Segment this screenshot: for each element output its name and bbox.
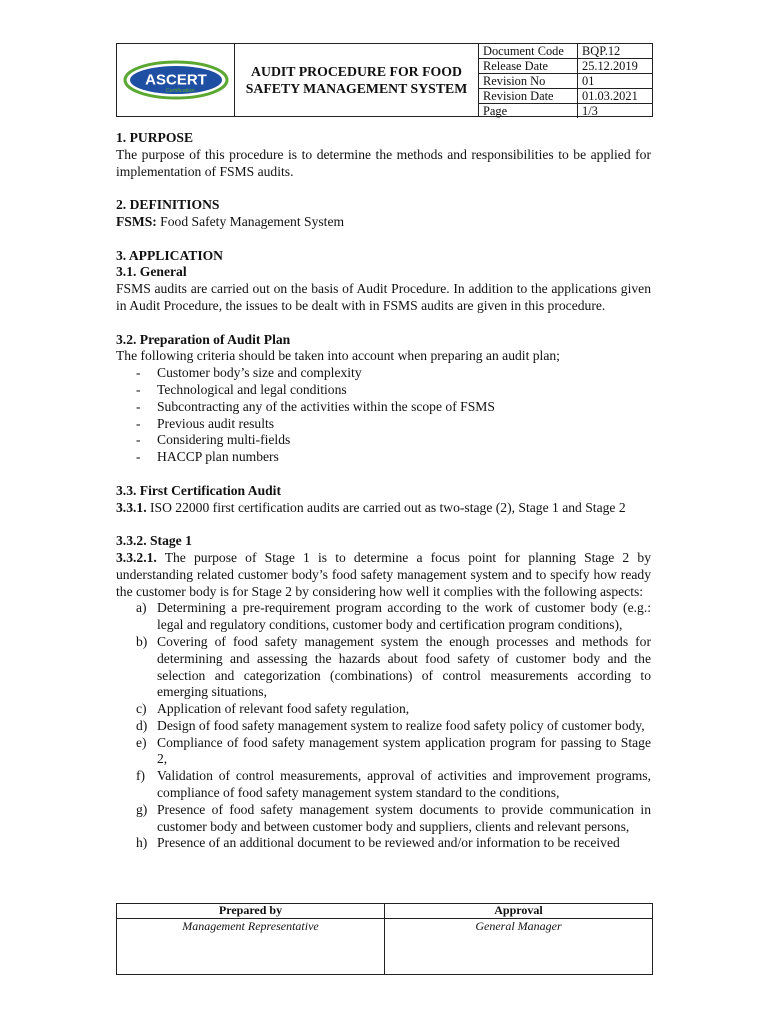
clause-number: 3.3.1. — [116, 499, 147, 515]
meta-value: 1/3 — [578, 104, 653, 119]
list-item: - Subcontracting any of the activities within the scope of FSMS — [136, 399, 651, 416]
audit-plan-heading: 3.2. Preparation of Audit Plan — [116, 331, 291, 347]
title-line-2: SAFETY MANAGEMENT SYSTEM — [245, 81, 468, 96]
approval-cell — [384, 904, 652, 974]
meta-label: Revision Date — [479, 89, 578, 104]
first-audit-heading: 3.3. First Certification Audit — [116, 482, 281, 498]
meta-label: Release Date — [479, 59, 578, 74]
stage1-aspects-list — [116, 600, 651, 852]
meta-row — [479, 44, 652, 59]
definition-term: FSMS: — [116, 213, 157, 229]
list-item: g) Presence of food safety management system documents to provide communication in customer body and between customer body and suppliers, clients and relevant persons, — [136, 801, 651, 834]
audit-plan-list — [116, 365, 651, 466]
stage1-text: 3.3.2.1. The purpose of Stage 1 is to determine a focus point for planning Stage 2 by understanding related customer body’s food safety management system and to specify how ready the customer body is for Stage 2 by considering how well it complies with the following aspects: — [116, 549, 651, 599]
list-item: f) Validation of control measurements, approval of activities and improvement programs, compliance of food safety management system standard to the conditions, — [136, 768, 651, 801]
list-item: - Customer body’s size and complexity — [136, 365, 651, 382]
logo-text: ASCERT — [144, 71, 207, 89]
general-heading: 3.1. General — [116, 264, 187, 280]
meta-row — [479, 74, 652, 89]
document-header — [116, 43, 653, 117]
approval-role: General Manager — [475, 919, 562, 933]
list-item: b) Covering of food safety management system the enough processes and methods for determining and assessing the hazards about food safety of customer body and the selection and categorization (combinations) of control measurements according to emerging situations, — [136, 633, 651, 700]
logo-subtext: Certification — [164, 88, 195, 94]
document-meta — [479, 44, 652, 116]
purpose-text: The purpose of this procedure is to determine the methods and responsibilities to be applied for implementation of FSMS audits. — [116, 146, 651, 179]
meta-value: 01 — [578, 74, 653, 89]
meta-value: 01.03.2021 — [578, 89, 653, 104]
purpose-heading: 1. PURPOSE — [116, 130, 194, 145]
meta-row — [479, 89, 652, 104]
clause-number: 3.3.2.1. — [116, 549, 157, 565]
definitions-heading: 2. DEFINITIONS — [116, 197, 220, 213]
prepared-by-role: Management Representative — [182, 919, 319, 933]
definition-item — [116, 214, 651, 231]
first-audit-text: 3.3.1. ISO 22000 first certification audits are carried out as two-stage (2), Stage 1 and Stage 2 — [116, 499, 626, 515]
prepared-by-cell — [117, 904, 384, 974]
logo-cell — [117, 44, 235, 116]
list-item: d) Design of food safety management system to realize food safety policy of customer body, — [136, 717, 645, 733]
title-line-1: AUDIT PROCEDURE FOR FOOD — [251, 64, 462, 79]
list-item: - Previous audit results — [136, 416, 651, 433]
approval-label: Approval — [385, 904, 652, 919]
list-item: - Technological and legal conditions — [136, 382, 651, 399]
meta-row — [479, 104, 652, 119]
meta-value: 25.12.2019 — [578, 59, 653, 74]
prepared-by-label: Prepared by — [117, 904, 384, 919]
meta-label: Page — [479, 104, 578, 119]
meta-label: Document Code — [479, 44, 578, 59]
document-body — [116, 130, 651, 852]
list-item: a) Determining a pre-requirement program according to the work of customer body (e.g.: legal and regulatory conditions, customer body and certification program conditions), — [136, 600, 651, 633]
definition-text: Food Safety Management System — [156, 213, 345, 229]
signature-table — [116, 903, 653, 975]
general-text: FSMS audits are carried out on the basis of Audit Procedure. In addition to the applications given in Audit Procedure, the issues to be dealt with in FSMS audits are given in this procedure. — [116, 281, 651, 313]
meta-row — [479, 59, 652, 74]
list-item: h) Presence of an additional document to be reviewed and/or information to be received — [136, 835, 620, 851]
document-title — [235, 44, 479, 116]
ascert-logo — [123, 60, 229, 100]
stage1-heading: 3.3.2. Stage 1 — [116, 533, 192, 549]
list-item: - Considering multi-fields — [136, 432, 651, 449]
list-item: e) Compliance of food safety management system application program for passing to Stage 2, — [136, 734, 651, 767]
audit-plan-intro: The following criteria should be taken into account when preparing an audit plan; — [116, 348, 560, 364]
list-item: c) Application of relevant food safety regulation, — [136, 701, 410, 717]
list-item: - HACCP plan numbers — [136, 449, 651, 466]
application-heading: 3. APPLICATION — [116, 247, 223, 263]
meta-value: BQP.12 — [578, 44, 653, 59]
meta-label: Revision No — [479, 74, 578, 89]
meta-table — [479, 44, 652, 118]
